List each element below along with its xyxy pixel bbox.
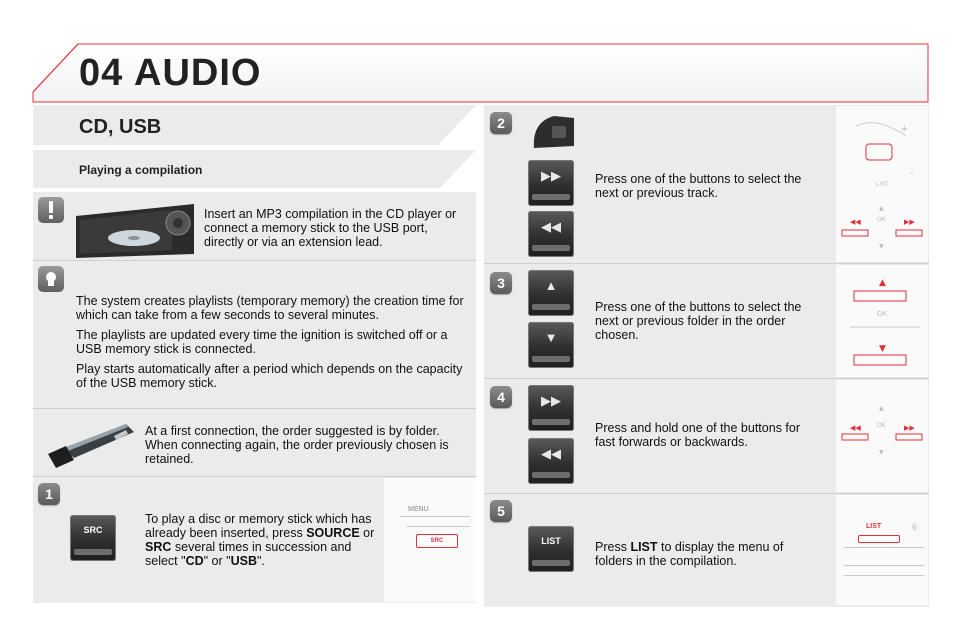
svg-text:▶▶: ▶▶ — [904, 424, 915, 432]
step1-text: or — [359, 526, 375, 540]
step1-text: several times in succession and select " — [145, 540, 352, 568]
preset-six-label: 6 — [912, 522, 918, 532]
ok-label: OK — [877, 423, 886, 429]
steering-control-image — [530, 112, 578, 152]
lightbulb-icon — [38, 266, 64, 292]
cd-player-image — [76, 198, 194, 260]
src-thumb-label: SRC — [430, 538, 444, 544]
list-thumb-label: LIST — [866, 523, 882, 530]
step-badge: 5 — [490, 500, 512, 522]
step4-instruction: Press and hold one of the buttons for fast forwards or backwards. — [595, 421, 800, 449]
src-menu-thumbnail — [384, 478, 476, 602]
folder-buttons-thumbnail — [836, 265, 928, 377]
list-button-thumbnail — [836, 495, 928, 605]
step5-instruction — [595, 540, 815, 568]
fast-forward-button: ▶▶ — [528, 385, 574, 431]
svg-text:◀◀: ◀◀ — [850, 424, 861, 432]
chapter-title: AUDIO — [134, 52, 262, 94]
step-badge: 1 — [38, 483, 60, 505]
previous-folder-button: ▼ — [528, 322, 574, 368]
svg-text:+: + — [900, 124, 909, 135]
step5-text: Press — [595, 540, 631, 554]
step-badge: 3 — [490, 272, 512, 294]
step1-text: " or " — [203, 554, 231, 568]
exclamation-icon — [38, 197, 64, 223]
next-folder-button: ▲ — [528, 270, 574, 316]
step-badge: 4 — [490, 386, 512, 408]
svg-text:▲: ▲ — [879, 278, 886, 288]
chapter-number: 04 — [79, 52, 124, 94]
cd-keyword: CD — [185, 554, 204, 568]
divider — [33, 476, 476, 477]
previous-track-button: ◀◀ — [528, 211, 574, 257]
svg-text:▼: ▼ — [879, 344, 886, 354]
seek-buttons-thumbnail — [836, 380, 928, 492]
ok-label: OK — [877, 217, 886, 223]
divider — [33, 408, 476, 409]
list-highlight — [858, 535, 900, 543]
src-highlight — [416, 534, 458, 548]
svg-text:◀◀: ◀◀ — [850, 218, 861, 226]
svg-text:▶▶: ▶▶ — [904, 218, 915, 226]
svg-text:▼: ▼ — [879, 449, 884, 456]
step-badge: 2 — [490, 112, 512, 134]
playlist-paragraph: The system creates playlists (temporary memory) the creation time for which can take from a few seconds to several minutes. — [76, 294, 464, 322]
order-instruction: At a first connection, the order suggested is by folder. When connecting again, the order previously chosen is retained. — [145, 424, 449, 466]
playlist-paragraph: Play starts automatically after a period which depends on the capacity of the USB memory stick. — [76, 362, 463, 390]
divider — [484, 378, 929, 379]
src-button-label: SRC — [83, 525, 103, 535]
list-button-label: LIST — [541, 536, 561, 546]
menu-label: MENU — [408, 506, 429, 513]
step1-text: To play a disc or memory stick which has already been inserted, press — [145, 512, 372, 540]
usb-stick-image — [44, 418, 138, 470]
svg-text:▼: ▼ — [879, 243, 884, 250]
src-keyword: SRC — [145, 540, 172, 554]
fast-backward-button: ◀◀ — [528, 438, 574, 484]
list-label: LIST — [876, 182, 889, 188]
divider — [484, 263, 929, 264]
next-track-button: ▶▶ — [528, 160, 574, 206]
list-keyword: LIST — [630, 540, 658, 554]
subtitle: Playing a compilation — [79, 163, 203, 177]
divider — [33, 260, 476, 261]
step1-instruction — [145, 512, 377, 568]
ok-label: OK — [877, 311, 888, 318]
section-title: CD, USB — [79, 116, 162, 138]
src-button-image — [70, 515, 116, 561]
step3-instruction: Press one of the buttons to select the next or previous folder in the order chosen. — [595, 300, 802, 342]
svg-text:▲: ▲ — [879, 405, 884, 412]
steering-wheel-thumbnail — [836, 106, 928, 262]
step1-text: ". — [256, 554, 265, 568]
source-keyword: SOURCE — [306, 526, 360, 540]
playlist-paragraph: The playlists are updated every time the ignition is switched off or a USB memory stick is connected. — [76, 328, 448, 356]
list-button-image — [528, 526, 574, 572]
step5-text: to display the menu of folders in the compilation. — [595, 540, 784, 568]
step2-instruction: Press one of the buttons to select the next or previous track. — [595, 172, 802, 200]
svg-text:▲: ▲ — [879, 205, 884, 212]
svg-text:-: - — [910, 168, 914, 179]
divider — [484, 493, 929, 494]
insert-instruction: Insert an MP3 compilation in the CD player or connect a memory stick to the USB port, directly or via an extension lead. — [204, 207, 457, 249]
playlist-info — [76, 294, 468, 396]
usb-keyword: USB — [230, 554, 257, 568]
